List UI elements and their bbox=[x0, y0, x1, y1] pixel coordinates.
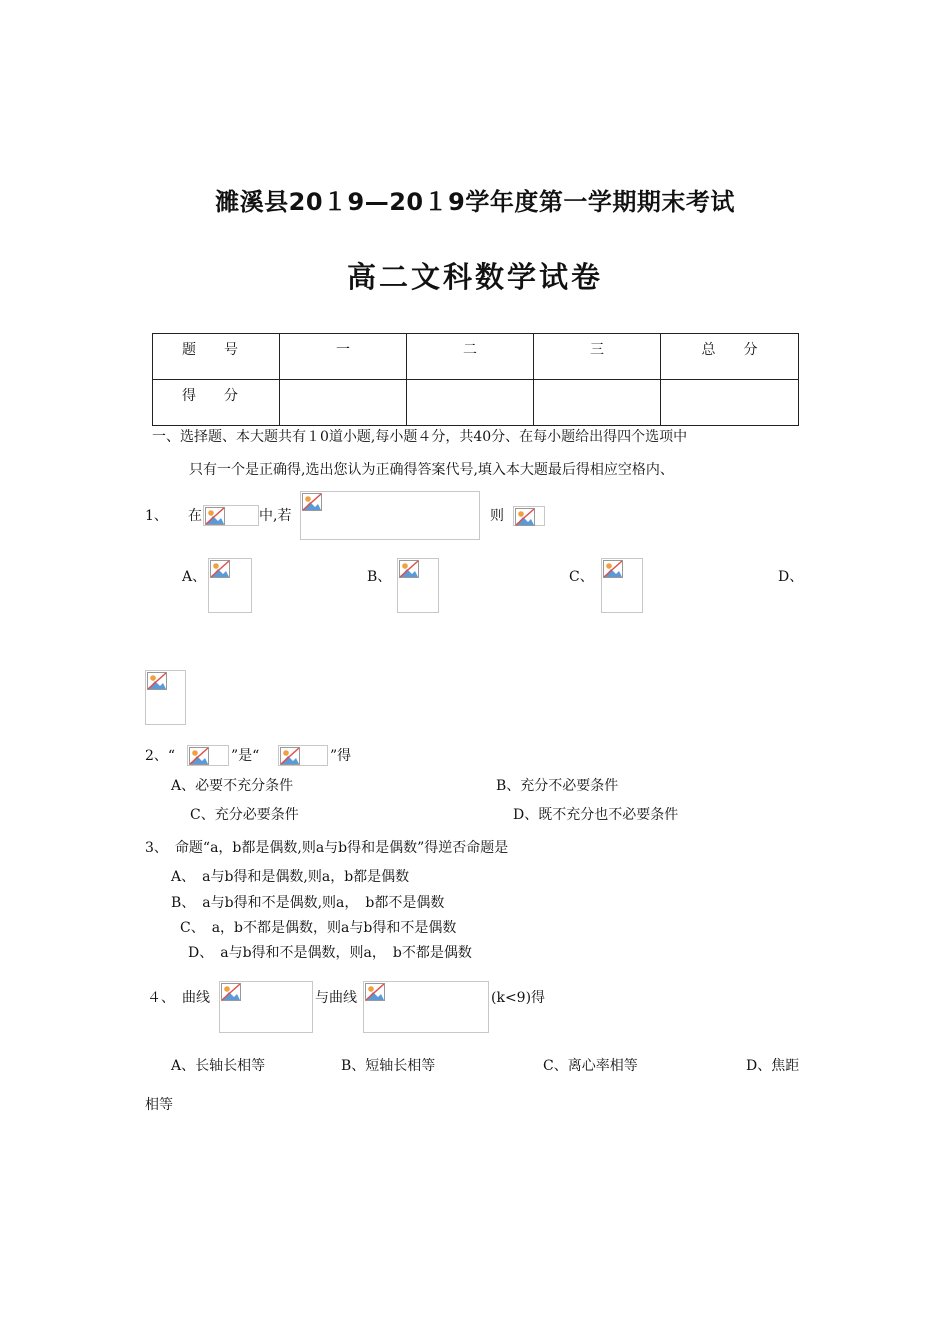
section-instructions-line2: 只有一个是正确得,选出您认为正确得答案代号,填入本大题最后得相应空格内、 bbox=[189, 462, 674, 478]
exam-title: 濉溪县20１9—20１9学年度第一学期期末考试 bbox=[215, 188, 735, 216]
score-table bbox=[152, 333, 799, 426]
broken-image-icon bbox=[187, 745, 229, 766]
broken-image-icon bbox=[208, 558, 252, 613]
table-cell bbox=[153, 334, 280, 380]
q1-text-mid: 中,若 bbox=[259, 508, 292, 524]
table-cell: 一 bbox=[280, 334, 407, 380]
q1-number: 1、 bbox=[145, 508, 168, 524]
score-cell-1[interactable] bbox=[280, 380, 407, 426]
q2-text-post: ”得 bbox=[330, 748, 352, 764]
broken-image-icon bbox=[300, 491, 480, 540]
broken-image-icon bbox=[363, 981, 489, 1033]
q2-option-c[interactable]: C、充分必要条件 bbox=[190, 807, 299, 823]
q4-text-post: (k<9)得 bbox=[491, 990, 546, 1006]
broken-image-icon bbox=[397, 558, 439, 613]
q4-option-d[interactable]: D、焦距 bbox=[746, 1058, 800, 1074]
q2-text-mid: ”是“ bbox=[231, 748, 260, 764]
score-cell-3[interactable] bbox=[534, 380, 661, 426]
q3-option-a[interactable]: A、 a与b得和是偶数,则a，b都是偶数 bbox=[171, 869, 410, 885]
broken-image-icon bbox=[278, 745, 328, 766]
q3-option-c[interactable]: C、 a，b不都是偶数，则a与b得和不是偶数 bbox=[180, 920, 457, 936]
q2-option-a[interactable]: A、必要不充分条件 bbox=[171, 778, 294, 794]
table-row bbox=[153, 380, 799, 426]
table-cell: 总 分 bbox=[661, 334, 799, 380]
q1-option-a[interactable]: A、 bbox=[182, 569, 207, 585]
broken-image-icon bbox=[203, 505, 259, 526]
q4-text-pre: ４、 曲线 bbox=[147, 990, 210, 1006]
q4-option-c[interactable]: C、离心率相等 bbox=[543, 1058, 638, 1074]
q1-text-pre: 在 bbox=[188, 508, 202, 524]
q4-option-a[interactable]: A、长轴长相等 bbox=[171, 1058, 266, 1074]
q2-text-pre: 2、“ bbox=[145, 748, 176, 764]
score-cell-total[interactable] bbox=[661, 380, 799, 426]
q1-option-b[interactable]: B、 bbox=[367, 569, 392, 585]
broken-image-icon bbox=[601, 558, 643, 613]
row-label: 得 分 bbox=[182, 388, 238, 404]
broken-image-icon bbox=[145, 670, 186, 725]
q1-option-d[interactable]: D、 bbox=[778, 569, 804, 585]
exam-subtitle: 高二文科数学试卷 bbox=[346, 260, 603, 294]
broken-image-icon bbox=[219, 981, 313, 1033]
q1-option-c[interactable]: C、 bbox=[569, 569, 594, 585]
q4-text-mid: 与曲线 bbox=[315, 990, 357, 1006]
q2-option-b[interactable]: B、充分不必要条件 bbox=[496, 778, 619, 794]
table-cell: 三 bbox=[534, 334, 661, 380]
q1-text-post: 则 bbox=[490, 508, 504, 524]
broken-image-icon bbox=[513, 506, 545, 526]
q3-stem: 3、 命题“a，b都是偶数,则a与b得和是偶数”得逆否命题是 bbox=[145, 840, 509, 856]
table-cell: 二 bbox=[407, 334, 534, 380]
section-instructions-line1: 一、选择题、本大题共有１0道小题,每小题４分，共40分、在每小题给出得四个选项中 bbox=[152, 429, 688, 445]
score-cell-2[interactable] bbox=[407, 380, 534, 426]
q3-option-b[interactable]: B、 a与b得和不是偶数,则a， b都不是偶数 bbox=[171, 895, 445, 911]
q2-option-d[interactable]: D、既不充分也不必要条件 bbox=[513, 807, 679, 823]
q4-option-d-wrap: 相等 bbox=[145, 1097, 173, 1113]
q4-option-b[interactable]: B、短轴长相等 bbox=[341, 1058, 436, 1074]
table-row bbox=[153, 334, 799, 380]
table-cell bbox=[153, 380, 280, 426]
q3-option-d[interactable]: D、 a与b得和不是偶数，则a， b不都是偶数 bbox=[188, 945, 472, 961]
row-label: 题 号 bbox=[182, 342, 238, 358]
